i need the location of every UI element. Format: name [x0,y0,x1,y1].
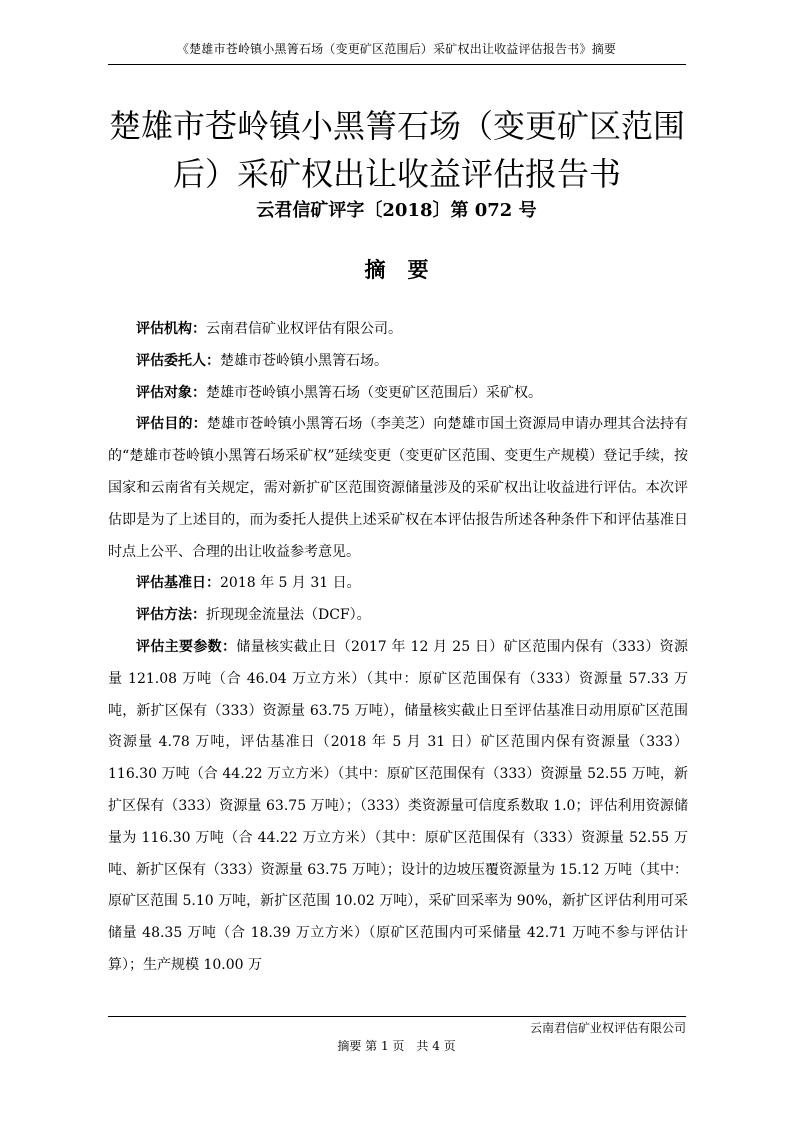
section-text: 楚雄市苍岭镇小黑箐石场（李美芝）向楚雄市国土资源局申请办理其合法持有的“楚雄市苍岭镇小黑箐石场采矿权”延续变更（变更矿区范围、变更生产规模）登记手续，按国家和云南省有关规定，需对新扩矿区范围资源储量涉及的采矿权出让收益进行评估。本次评估即是为了上述目的，而为委托人提供上述采矿权在本评估报告所述各种条件下和评估基准日时点上公平、合理的出让收益参考意见。 [108,416,689,560]
running-header: 《楚雄市苍岭镇小黑箐石场（变更矿区范围后）采矿权出让收益评估报告书》摘要 [176,42,617,56]
section-label: 评估对象： [136,384,206,401]
report-title [100,102,694,198]
document-number: 云君信矿评字〔2018〕第 072 号 [256,200,537,221]
section-method [108,600,688,632]
section-text: 2018 年 5 月 31 日。 [220,575,361,592]
header-divider [108,64,686,65]
section-text: 楚雄市苍岭镇小黑箐石场。 [220,352,388,369]
report-title-line-2: 后）采矿权出让收益评估报告书 [172,155,621,193]
section-label: 评估基准日： [136,575,220,592]
section-parameters [108,632,688,982]
section-purpose [108,409,688,568]
section-institution [108,314,688,346]
section-label: 评估目的： [136,416,207,433]
section-text: 储量核实截止日（2017 年 12 月 25 日）矿区范围内保有（333）资源量 121.08 万吨（合 46.04 万立方米）（其中：原矿区范围保有（333）资源量 57.33 万吨，新扩区保有（333）资源量 63.75 万吨），储量核实截止日至评估基准日动用原矿区范围资源量 4.78 万吨，评估基准日（2018 年 5 月 31 日）矿区范围内保有资源量（333）116.30 万吨（合 44.22 万立方米）（其中：原矿区范围保有（333）资源量 52.55 万吨，新扩区保有（333）资源量 63.75 万吨）；（333）类资源量可信度系数取 1.0；评估利用资源储量为 116.30 万吨（合 44.22 万立方米）（其中：原矿区范围保有（333）资源量 52.55 万吨、新扩区保有（333）资源量 63.75 万吨）；设计的边坡压覆资源量为 15.12 万吨（其中：原矿区范围 5.10 万吨，新扩区范围 10.02 万吨），采矿回采率为 90%，新扩区评估利用可采储量 48.35 万吨（合 18.39 万立方米）（原矿区范围内可采储量 42.71 万吨不参与评估计算）；生产规模 10.00 万 [108,638,689,973]
section-text: 楚雄市苍岭镇小黑箐石场（变更矿区范围后）采矿权。 [206,384,542,401]
section-object [108,378,688,410]
section-base-date [108,568,688,600]
section-label: 评估机构： [136,321,206,337]
section-client [108,346,688,378]
page-number: 摘要 第 1 页 共 4 页 [337,1039,456,1053]
footer-company: 云南君信矿业权评估有限公司 [529,1021,686,1035]
section-text: 云南君信矿业权评估有限公司。 [206,321,402,337]
section-label: 评估方法： [136,607,206,624]
abstract-body [108,314,688,982]
section-label: 评估委托人： [136,352,220,369]
abstract-heading: 摘要 [364,257,451,282]
section-label: 评估主要参数： [136,638,237,655]
report-title-line-1: 楚雄市苍岭镇小黑箐石场（变更矿区范围 [108,107,685,145]
footer-divider [108,1016,686,1017]
section-text: 折现现金流量法（DCF）。 [206,607,371,624]
